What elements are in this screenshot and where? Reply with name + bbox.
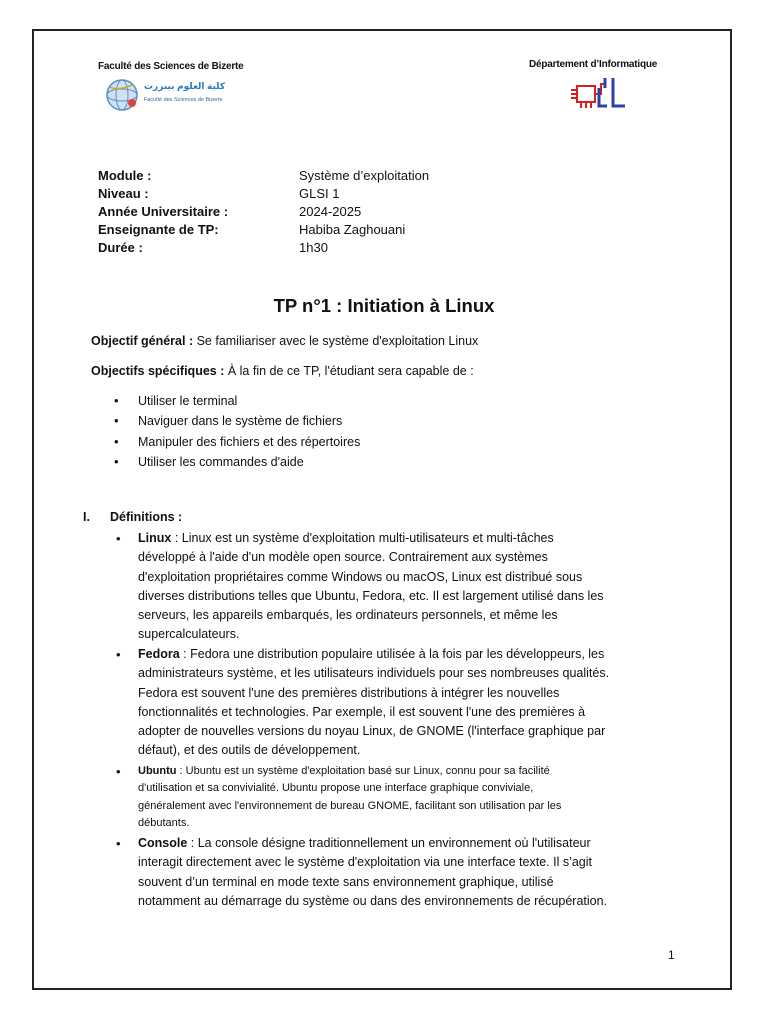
info-label: Enseignante de TP: <box>98 222 219 237</box>
definition-term: Fedora <box>138 647 180 661</box>
info-label: Niveau : <box>98 186 149 201</box>
definition-line: : Fedora une distribution populaire utilisée à la fois par les développeurs, les <box>179 647 605 661</box>
list-item: • Utiliser les commandes d'aide <box>114 452 360 472</box>
definition-line: défaut), et des outils de développement. <box>138 743 361 758</box>
objectives-list <box>114 391 360 472</box>
definition-line: généralement avec l'environnement de bureau GNOME, facilitant son utilisation par les <box>138 799 562 812</box>
definition-line: supercalculateurs. <box>138 627 240 642</box>
definition-term: Linux <box>138 531 172 545</box>
definition-line: interagit directement avec le système d'exploitation via une interface texte. Il s’agit <box>138 855 593 870</box>
list-item: • Manipuler des fichiers et des répertoires <box>114 432 360 452</box>
definition-line: administrateurs système, et les utilisateurs individuels pour ses nombreuses qualités. <box>138 666 610 681</box>
definition-line: serveurs, les appareils embarqués, les ordinateurs personnels, et même les <box>138 608 558 623</box>
info-row-enseignante <box>98 221 478 239</box>
objectifs-specifiques-label: Objectifs spécifiques : <box>91 364 225 378</box>
definition-line: souvent d’un terminal en mode texte sans environnement graphique, utilisé <box>138 874 554 889</box>
section-number: I. <box>83 510 90 524</box>
bullet-dot: • <box>116 531 121 546</box>
faculty-logo-latin: Faculté des Sciences de Bizerte <box>144 97 223 103</box>
bullet-dot: • <box>116 647 121 662</box>
objectif-general-text: Se familiariser avec le système d'exploitation Linux <box>193 334 479 348</box>
info-label: Année Universitaire : <box>98 204 229 219</box>
bullet-dot: • <box>116 764 121 779</box>
section-heading <box>83 510 182 524</box>
objectif-general <box>91 334 478 348</box>
definition-line: d'utilisation et sa convivialité. Ubuntu propose une interface graphique conviviale, <box>138 782 534 795</box>
definition-line: : Ubuntu est un système d'exploitation basé sur Linux, connu pour sa facilité <box>176 765 550 777</box>
definition-line: : Linux est un système d'exploitation multi-utilisateurs et multi-tâches <box>171 531 554 545</box>
definition-line: notamment au démarrage du système ou dans des environnements de récupération. <box>138 893 608 908</box>
list-item: • Utiliser le terminal <box>114 391 360 411</box>
faculty-logo-arabic: كلية العلوم ببنزرت <box>144 81 226 91</box>
chip-logo-icon <box>565 74 629 112</box>
definition-line: : La console désigne traditionnellement un environnement où l'utilisateur <box>187 836 591 850</box>
definition-line: Fedora est souvent l'une des premières distributions à intégrer les nouvelles <box>138 685 560 700</box>
info-row-annee <box>98 203 478 221</box>
definition-term: Console <box>138 836 188 850</box>
info-value: 2024-2025 <box>299 204 362 219</box>
department-logo <box>565 74 629 112</box>
info-row-niveau <box>98 185 478 203</box>
definition-line: développé à l'aide d'un modèle open source. Contrairement aux systèmes <box>138 550 548 565</box>
globe-icon <box>104 77 144 113</box>
document-title: TP n°1 : Initiation à Linux <box>273 295 495 316</box>
definition-line: d'exploitation propriétaires comme Windows ou macOS, Linux est distribué sous <box>138 569 583 584</box>
page-number: 1 <box>668 948 675 962</box>
definition-line: diverses distributions telles que Ubuntu, Fedora, etc. Il est largement utilisé dans les <box>138 588 604 603</box>
faculty-logo <box>104 77 226 113</box>
list-item: • Naviguer dans le système de fichiers <box>114 411 360 431</box>
section-title: Définitions : <box>110 510 183 524</box>
info-value: Habiba Zaghouani <box>299 222 406 237</box>
objectifs-specifiques <box>91 364 474 378</box>
department-name: Département d’Informatique <box>529 59 658 70</box>
definition-line: débutants. <box>138 816 190 829</box>
faculty-name: Faculté des Sciences de Bizerte <box>98 61 244 72</box>
info-value: 1h30 <box>299 240 328 255</box>
definition-line: fonctionnalités et technologies. Par exemple, il est souvent l'une des premières à <box>138 704 586 719</box>
info-value: GLSI 1 <box>299 186 340 201</box>
objectifs-specifiques-text: À la fin de ce TP, l'étudiant sera capable de : <box>224 364 474 378</box>
info-row-duree <box>98 239 478 257</box>
info-row-module <box>98 167 478 185</box>
info-label: Module : <box>98 168 152 183</box>
bullet-dot: • <box>116 836 121 851</box>
definition-term: Ubuntu <box>138 765 177 777</box>
definition-line: adopter de nouvelles versions du noyau Linux, de GNOME (l'interface graphique par <box>138 724 606 739</box>
objectif-general-label: Objectif général : <box>91 334 194 348</box>
info-label: Durée : <box>98 240 143 255</box>
info-value: Système d’exploitation <box>299 168 430 183</box>
